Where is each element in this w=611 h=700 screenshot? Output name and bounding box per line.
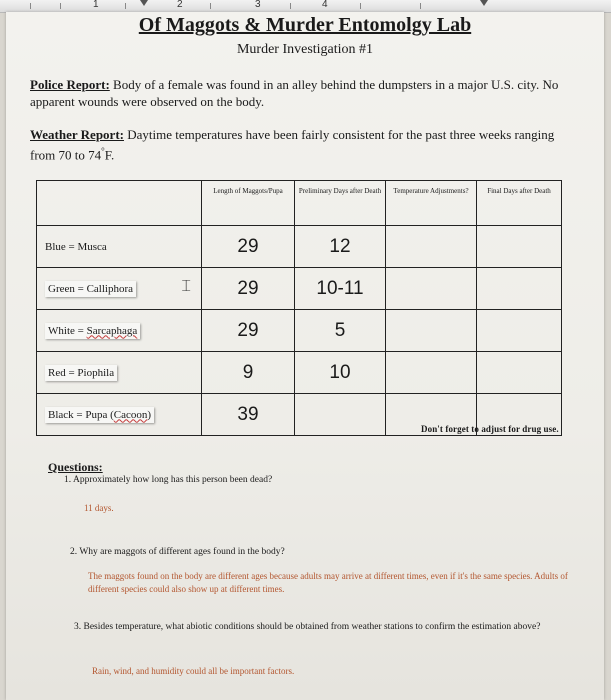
final-cell[interactable] [477,352,562,394]
answer-3[interactable]: Rain, wind, and humidity could all be important factors. [92,666,295,676]
ruler-tick [420,3,421,9]
question-number: 3. [74,622,82,632]
specimen-label [45,323,140,339]
document-subtitle: Murder Investigation #1 [236,42,374,57]
ruler-tick [125,3,126,9]
text-cursor-icon: ⌶ [181,278,191,295]
police-report-label: Police Report: [30,77,110,92]
ruler-number: 2 [177,0,183,10]
document-title: Of Maggots & Murder Entomolgy Lab [138,14,472,36]
specimen-suffix: ) [147,408,152,421]
specimen-word: Cacoon [113,408,148,421]
question-number: 1. [64,475,72,485]
specimen-cell[interactable] [37,268,202,310]
specimen-label: Red = Piophila [45,365,117,381]
prelim-cell[interactable]: 10-11 [295,268,386,310]
specimen-color: White = [48,324,87,337]
table-header [37,181,202,226]
temp-cell[interactable] [386,352,477,394]
ruler-tick [60,3,61,9]
table-header: Temperature Adjustments? [386,181,477,226]
drug-use-note: Don't forget to adjust for drug use. [421,424,559,434]
specimen-prefix: Black = Pupa ( [48,408,114,421]
length-cell[interactable]: 29 [202,310,295,352]
table-header: Final Days after Death [477,181,562,226]
table-row [37,310,562,352]
final-cell[interactable] [477,226,562,268]
specimen-cell[interactable] [37,394,202,436]
question-text: Besides temperature, what abiotic conditions should be obtained from weather stations to confirm the estimation above? [83,622,541,632]
weather-report-text: Daytime temperatures have been fairly consistent for the past three weeks ranging from 70 to 74 [30,127,555,163]
right-indent-marker[interactable] [480,0,488,6]
length-cell[interactable]: 29 [202,226,295,268]
ruler-tick [360,3,361,9]
length-cell[interactable]: 9 [202,352,295,394]
specimen-label [45,407,154,423]
table-row [37,352,562,394]
prelim-cell[interactable]: 12 [295,226,386,268]
answer-2[interactable]: The maggots found on the body are different ages because adults may arrive at different times, even if it's the same species. Adults of different species could also show up at different times. [88,571,568,594]
weather-report [30,126,575,163]
question-3 [74,621,544,634]
ruler-tick [210,3,211,9]
table-header: Length of Maggots/Pupa [202,181,295,226]
table-row [37,268,562,310]
final-cell[interactable] [477,310,562,352]
table-row [37,226,562,268]
prelim-cell[interactable]: 10 [295,352,386,394]
table-header-row [37,181,562,226]
specimen-label: Green = Calliphora [45,281,136,297]
police-report [30,76,570,110]
ruler-number: 4 [322,0,328,10]
specimen-cell[interactable] [37,352,202,394]
weather-report-label: Weather Report: [30,127,124,142]
prelim-cell[interactable]: 5 [295,310,386,352]
table-header: Preliminary Days after Death [295,181,386,226]
length-cell[interactable]: 39 [202,394,295,436]
final-cell[interactable] [477,268,562,310]
document-page [6,12,604,700]
evidence-table [36,180,562,436]
question-text: Approximately how long has this person been dead? [72,475,273,485]
temp-cell[interactable] [386,268,477,310]
question-text: Why are maggots of different ages found in the body? [79,547,285,557]
question-2 [70,546,570,559]
weather-unit: F. [104,147,115,163]
specimen-genus: Sarcaphaga [86,324,138,337]
indent-marker[interactable] [140,0,148,6]
specimen-cell[interactable] [37,226,202,268]
questions-heading: Questions: [48,460,103,474]
ruler-number: 1 [93,0,99,10]
question-number: 2. [70,547,78,557]
ruler-tick [290,3,291,9]
specimen-cell[interactable] [37,310,202,352]
specimen-label: Blue = Musca [45,240,107,253]
ruler-number: 3 [255,0,261,10]
temp-cell[interactable] [386,310,477,352]
ruler-tick [30,3,31,9]
temp-cell[interactable] [386,226,477,268]
prelim-cell[interactable] [295,394,386,436]
length-cell[interactable]: 29 [202,268,295,310]
question-1 [64,474,564,487]
answer-1[interactable]: 11 days. [84,503,114,513]
degree-symbol: ° [101,146,105,156]
police-report-text: Body of a female was found in an alley behind the dumpsters in a major U.S. city. No apparent wounds were observed on the body. [30,77,559,109]
